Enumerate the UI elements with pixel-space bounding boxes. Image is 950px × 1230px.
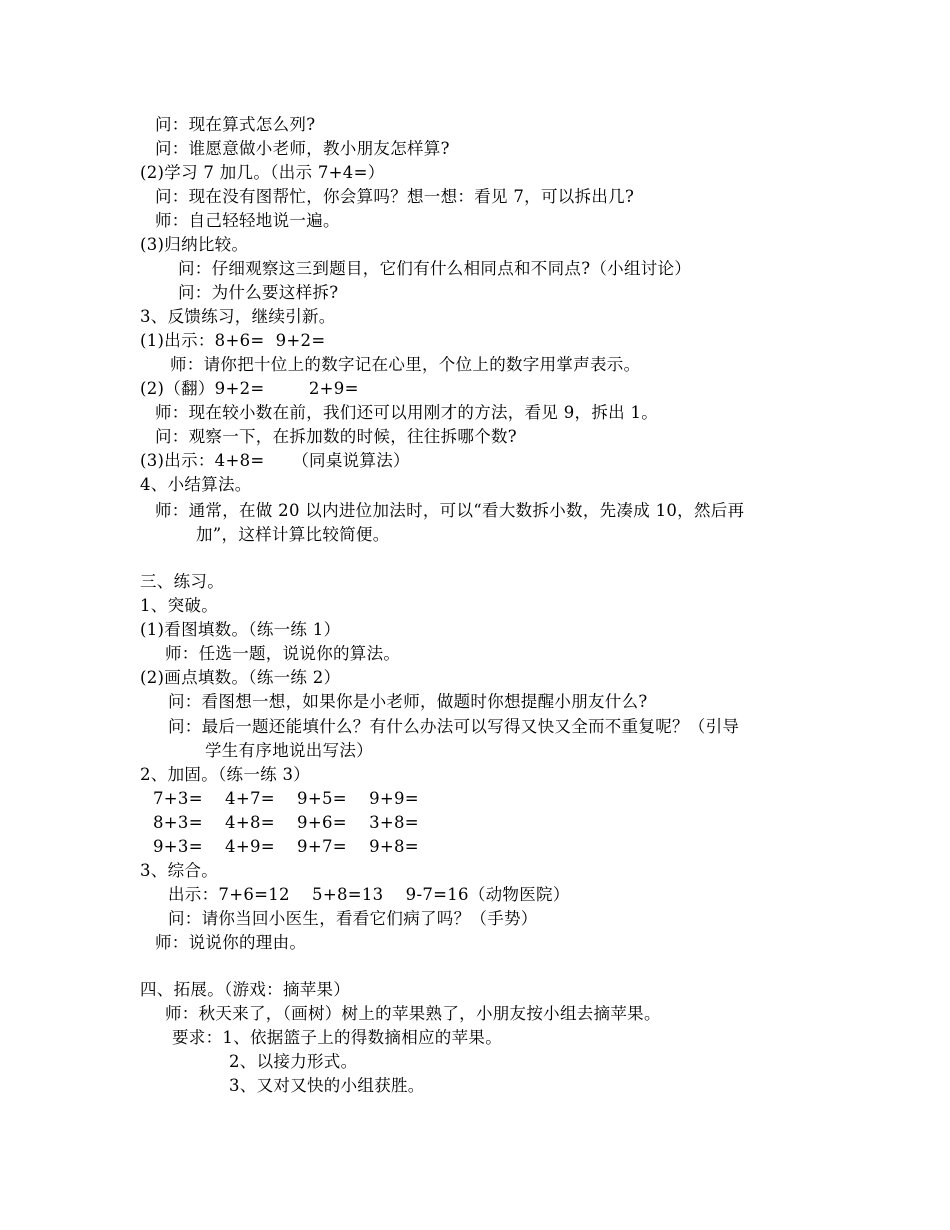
doc-line: 师：现在较小数在前，我们还可以用刚才的方法，看见 9，拆出 1。 [155, 403, 659, 422]
doc-line: 加”，这样计算比较简便。 [196, 525, 390, 544]
doc-line: 师：自己轻轻地说一遍。 [155, 211, 340, 230]
equation-row: 9+3= 4+9= 9+7= 9+8= [153, 837, 419, 856]
doc-line: 4、小结算法。 [140, 475, 252, 494]
doc-line: 2、加固。（练一练 3） [140, 765, 311, 784]
doc-line: 出示：7+6=12 5+8=13 9-7=16（动物医院） [168, 885, 570, 904]
doc-line: 师：说说你的理由。 [155, 933, 307, 952]
doc-line: 问：观察一下，在拆加数的时候，往往拆哪个数? [155, 427, 517, 446]
doc-line: (3)归纳比较。 [140, 235, 249, 254]
doc-line: (2)学习 7 加几。（出示 7+4=） [140, 163, 385, 182]
section-heading: 四、拓展。（游戏：摘苹果） [140, 980, 351, 999]
equation-row: 8+3= 4+8= 9+6= 3+8= [153, 813, 419, 832]
doc-line: 3、综合。 [140, 861, 218, 880]
doc-line: 师：通常，在做 20 以内进位加法时，可以“看大数拆小数，先凑成 10，然后再 [155, 501, 745, 520]
doc-line: 师：任选一题，说说你的算法。 [165, 644, 401, 663]
doc-line: (2)画点填数。（练一练 2） [140, 668, 341, 687]
doc-line: 问：请你当回小医生，看看它们病了吗？（手势） [168, 909, 538, 928]
doc-line: 问：最后一题还能填什么？有什么办法可以写得又快又全而不重复呢？（引导 [168, 717, 740, 736]
doc-line: (3)出示：4+8= （同桌说算法） [140, 451, 410, 470]
doc-line: (1)出示：8+6= 9+2= [140, 331, 326, 350]
doc-line: 问：谁愿意做小老师，教小朋友怎样算? [155, 139, 450, 158]
doc-line: (2)（翻）9+2= 2+9= [140, 379, 359, 398]
doc-line: 问：现在没有图帮忙，你会算吗？想一想：看见 7，可以拆出几? [155, 187, 635, 206]
doc-line: 师：秋天来了，（画树）树上的苹果熟了，小朋友按小组去摘苹果。 [165, 1004, 661, 1023]
doc-line: 师：请你把十位上的数字记在心里，个位上的数字用掌声表示。 [170, 355, 641, 374]
doc-line: 问：仔细观察这三到题目，它们有什么相同点和不同点?（小组讨论） [178, 259, 692, 278]
doc-line: 学生有序地说出写法） [205, 741, 373, 760]
doc-line: 问：为什么要这样拆? [178, 283, 339, 302]
doc-line: 要求：1、依据篮子上的得数摘相应的苹果。 [172, 1028, 502, 1047]
section-heading: 三、练习。 [140, 572, 224, 591]
doc-line: 问：看图想一想，如果你是小老师，做题时你想提醒小朋友什么? [168, 692, 648, 711]
equation-row: 7+3= 4+7= 9+5= 9+9= [153, 789, 419, 808]
doc-line: 3、又对又快的小组获胜。 [229, 1076, 425, 1095]
doc-line: (1)看图填数。（练一练 1） [140, 620, 341, 639]
doc-line: 3、反馈练习，继续引新。 [140, 307, 336, 326]
doc-line: 1、突破。 [140, 596, 218, 615]
doc-line: 问：现在算式怎么列? [155, 115, 316, 134]
doc-line: 2、以接力形式。 [229, 1052, 358, 1071]
